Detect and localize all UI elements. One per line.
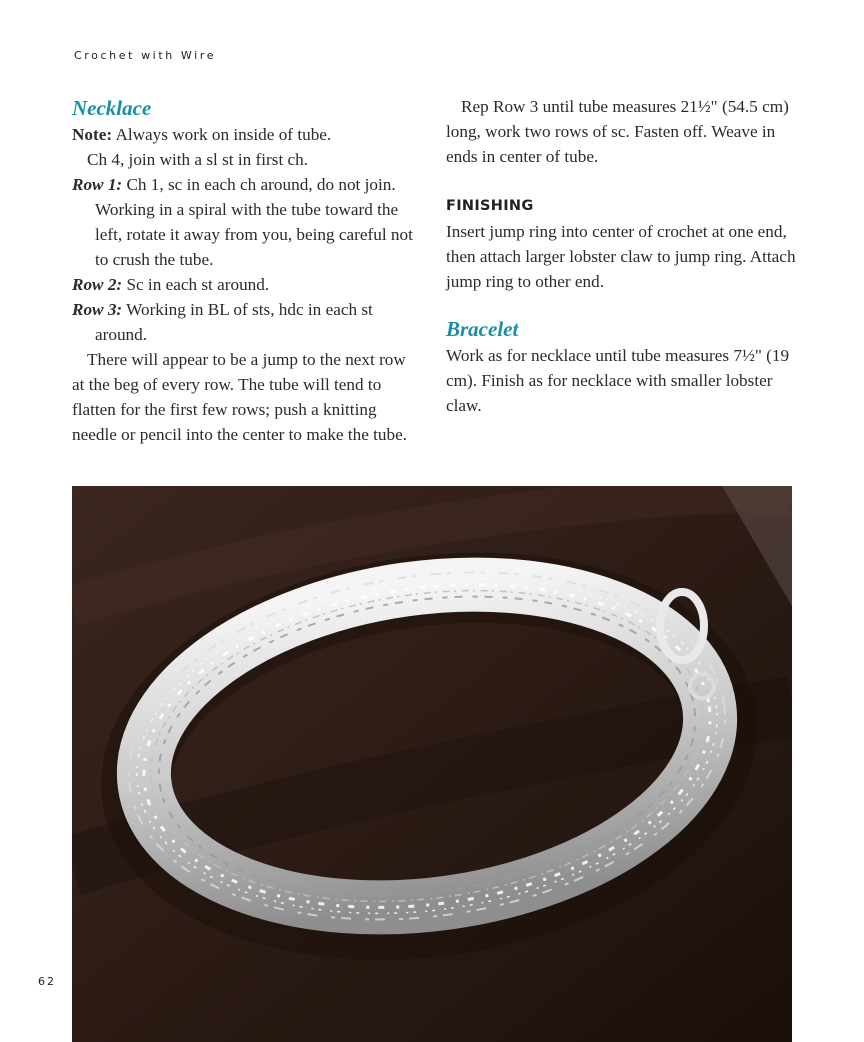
note-label: Note: [72,125,113,144]
bracelet-heading: Bracelet [446,317,519,341]
bracelet-photo [72,486,792,1042]
right-column [446,94,801,418]
row-3-label: Row 3: [72,300,123,319]
row-1-text: Ch 1, sc in each ch around, do not join. Working in a spiral with the tube toward the left, rotate it away from you, being careful not to crush the tube. [95,175,413,269]
note [72,122,417,147]
row-2 [72,272,417,297]
row-1-label: Row 1: [72,175,123,194]
repeat-instruction: Rep Row 3 until tube measures 21½" (54.5 cm) long, work two rows of sc. Fasten off. Weave in ends in center of tube. [446,97,789,166]
bracelet-text: Work as for necklace until tube measures 7½" (19 cm). Finish as for necklace with smaller lobster claw. [446,346,790,415]
finishing-heading: FINISHING [446,198,534,214]
bracelet-illustration [72,486,792,1042]
note-text: Always work on inside of tube. [112,125,332,144]
row-1 [72,172,417,272]
row-2-label: Row 2: [72,275,123,294]
start-instruction: Ch 4, join with a sl st in first ch. [87,150,309,169]
page-number: 62 [38,975,56,988]
running-head: Crochet with Wire [74,49,217,62]
spiral-note: There will appear to be a jump to the next row at the beg of every row. The tube will tend to flatten for the first few rows; push a knitting needle or pencil into the center to make the tube. [72,350,408,444]
left-column [72,94,417,447]
necklace-heading: Necklace [72,96,152,120]
row-3-text: Working in BL of sts, hdc in each st around. [95,300,373,344]
finishing-text: Insert jump ring into center of crochet at one end, then attach larger lobster claw to jump ring. Attach jump ring to other end. [446,222,796,291]
row-3 [72,297,417,347]
row-2-text: Sc in each st around. [122,275,270,294]
